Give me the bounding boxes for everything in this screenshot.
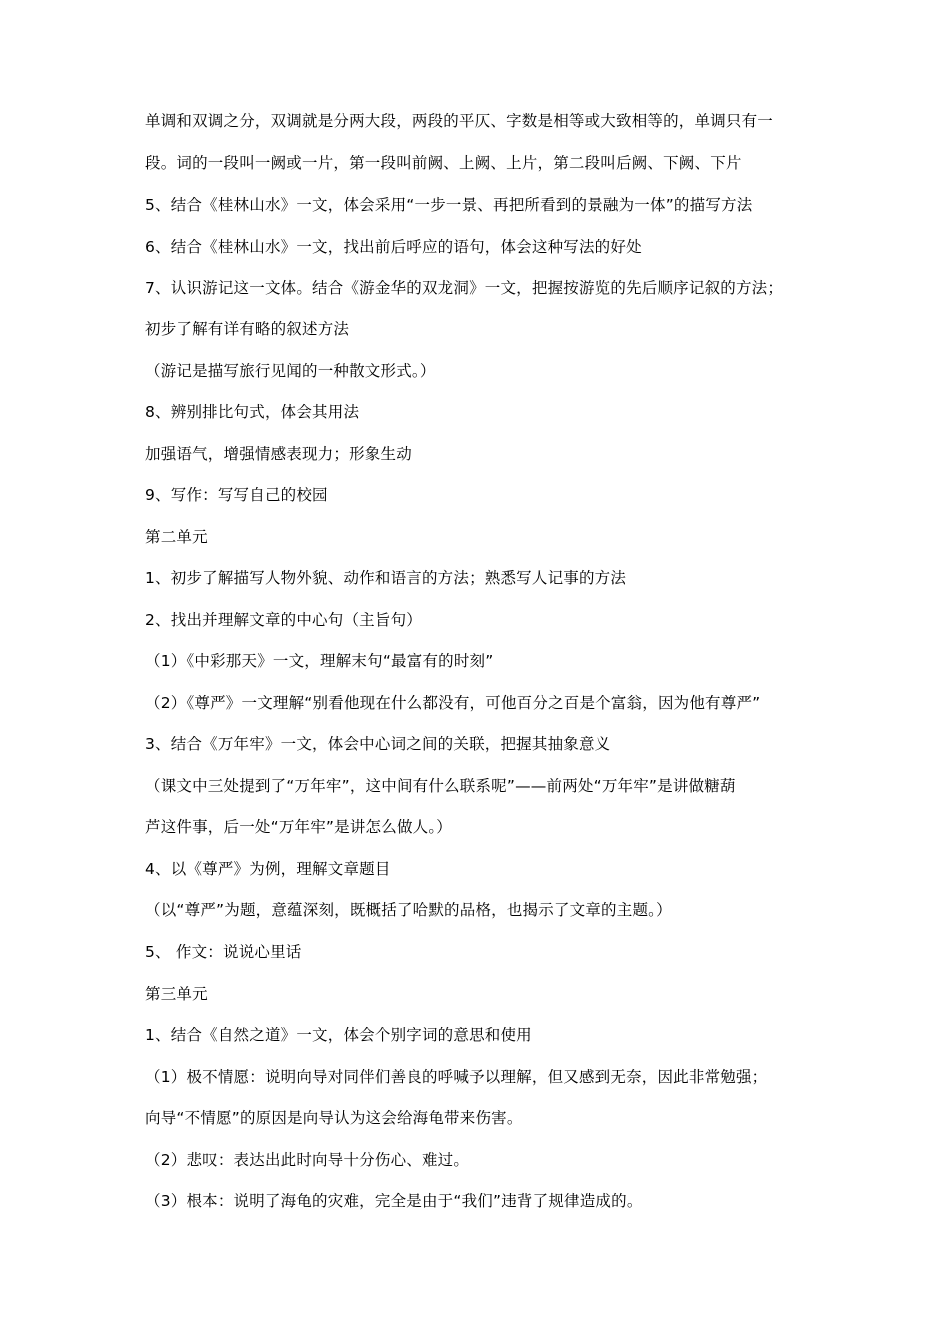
- text-line: （课文中三处提到了“万年牢”，这中间有什么联系呢”——前两处“万年牢”是讲做糖葫: [145, 777, 736, 795]
- text-line: 3、结合《万年牢》一文，体会中心词之间的关联，把握其抽象意义: [145, 735, 611, 753]
- text-line: 5、结合《桂林山水》一文，体会采用“一步一景、再把所看到的景融为一体”的描写方法: [145, 196, 753, 214]
- text-line: （游记是描写旅行见闻的一种散文形式。）: [145, 362, 436, 380]
- text-line: 加强语气，增强情感表现力；形象生动: [145, 445, 412, 463]
- text-line: （1）极不情愿：说明向导对同伴们善良的呼喊予以理解，但又感到无奈，因此非常勉强；: [145, 1068, 768, 1086]
- text-line: 1、初步了解描写人物外貌、动作和语言的方法；熟悉写人记事的方法: [145, 569, 627, 587]
- text-line: （3）根本：说明了海龟的灾难，完全是由于“我们”违背了规律造成的。: [145, 1192, 643, 1210]
- text-line: 向导“不情愿”的原因是向导认为这会给海龟带来伤害。: [145, 1109, 523, 1127]
- text-line: 段。词的一段叫一阙或一片，第一段叫前阙、上阙、上片，第二段叫后阙、下阙、下片: [145, 154, 742, 172]
- text-line: 单调和双调之分，双调就是分两大段，两段的平仄、字数是相等或大致相等的，单调只有一: [145, 112, 774, 130]
- text-line: 8、辨别排比句式，体会其用法: [145, 403, 360, 421]
- text-line: 初步了解有详有略的叙述方法: [145, 320, 350, 338]
- text-line: 5、 作文：说说心里话: [145, 943, 302, 961]
- section-heading: 第三单元: [145, 985, 208, 1003]
- text-line: 7、认识游记这一文体。结合《游金华的双龙洞》一文，把握按游览的先后顺序记叙的方法；: [145, 279, 784, 297]
- text-line: 9、写作：写写自己的校园: [145, 486, 328, 504]
- text-line: 4、以《尊严》为例，理解文章题目: [145, 860, 391, 878]
- text-line: （以“尊严”为题，意蕴深刻，既概括了哈默的品格，也揭示了文章的主题。）: [145, 901, 672, 919]
- section-heading: 第二单元: [145, 528, 208, 546]
- text-line: 1、结合《自然之道》一文，体会个别字词的意思和使用: [145, 1026, 532, 1044]
- text-line: （2）《尊严》一文理解“别看他现在什么都没有，可他百分之百是个富翁，因为他有尊严”: [145, 694, 761, 712]
- text-line: 芦这件事，后一处“万年牢”是讲怎么做人。）: [145, 818, 453, 836]
- text-line: （1）《中彩那天》一文，理解末句“最富有的时刻”: [145, 652, 494, 670]
- text-line: 2、找出并理解文章的中心句（主旨句）: [145, 611, 422, 629]
- text-line: 6、结合《桂林山水》一文，找出前后呼应的语句，体会这种写法的好处: [145, 238, 642, 256]
- text-line: （2）悲叹：表达出此时向导十分伤心、难过。: [145, 1151, 470, 1169]
